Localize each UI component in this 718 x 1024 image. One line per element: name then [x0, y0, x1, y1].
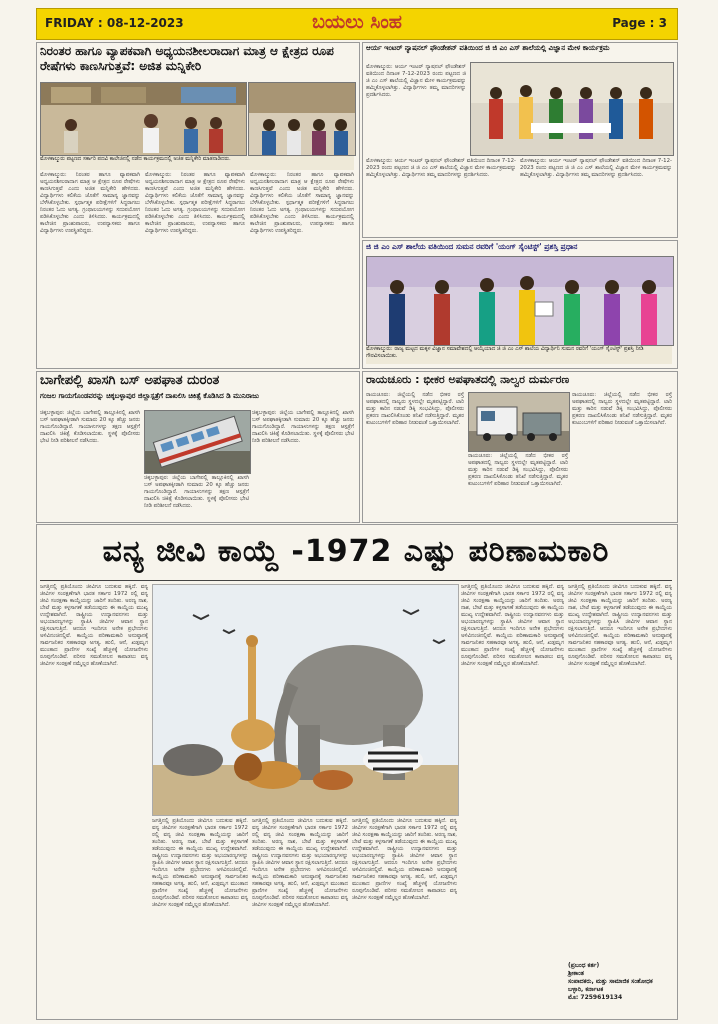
story4-body-col3: ಚಿಕ್ಕಬಳ್ಳಾಪುರ: ಜಿಲ್ಲೆಯ ಬಾಗೇಪಲ್ಲಿ ತಾಲ್ಲೂಕಿನಲ್ಲಿ ಖಾಸಗಿ ಬಸ್ ಅಪಘಾತಕ್ಕೀಡಾಗಿ ಸುಮಾರು 20 ಕ್ಕೂ ಹೆಚ್ಚು ಜನರು ಗಾಯಗೊಂಡಿದ್ದಾರೆ. ಗಾಯಾಳುಗಳನ್ನು ತಕ್ಷಣ ಆಸ್ಪತ್ರೆಗೆ ದಾಖಲಿಸಿ ಚಿಕಿತ್ಸೆ ಕೊಡಿಸಲಾಯಿತು. ಸ್ಥಳಕ್ಕೆ ಪೊಲೀಸರು ಭೇಟಿ ನೀಡಿ ಪರಿಶೀಲನೆ ನಡೆಸಿದರು.	[252, 410, 354, 444]
story4-subhead: ಗಂಜಲ ಗಾಯಗೊಂಡವರನ್ನು ಚಿಕ್ಕಬಳ್ಳಾಪುರ ಜಿಲ್ಲಾಸ್ಪತ್ರೆಗೆ ದಾಖಲಿಸಿ ಚಿಕಿತ್ಸೆ ಕೊಡಿಸಿದ ಡಿ ಮುನಿರಾಜು	[40, 392, 259, 400]
story2-headline: ಆರ್ಯ ಇಂಟರ್ ನ್ಯಾಷನಲ್ ಫೌಂಡೇಶನ್ ವತಿಯಿಂದ ಜಿ ಜಿ ಎಂ ಎಸ್ ಶಾಲೆಯಲ್ಲಿ ವಿಜ್ಞಾನ ಮೇಳ ಕಾರ್ಯಕ್ರಮ	[366, 44, 610, 52]
story3-caption: ಮೊಳಕಾಲ್ಮುರು: ರಾಜ್ಯ ಮಟ್ಟದ ಮಕ್ಕಳ ವಿಜ್ಞಾನ ಸಮಾವೇಶದಲ್ಲಿ ಆಯ್ಕೆಯಾದ ಜಿ ಜಿ ಎಂ ಎಸ್ ಶಾಲೆಯ ವಿದ್ಯಾರ್ಥಿನಿ ಸುಮನ ರವರಿಗೆ 'ಯಂಗ್ ಸೈಂಟಿಸ್ಟ್' ಪ್ರಶಸ್ತಿ ನೀಡಿ ಗೌರವಿಸಲಾಯಿತು.	[366, 346, 672, 364]
bus-accident-photo-icon	[145, 411, 250, 473]
story4-photo	[144, 410, 251, 474]
story3-headline: ಜಿ ಜಿ ಎಂ ಎಸ್ ಶಾಲೆಯ ವತಿಯಿಂದ ಸುಮನ ರವರಿಗೆ 'ಯಂಗ್ ಸೈಂಟಿಸ್ಟ್' ಪ್ರಶಸ್ತಿ ಪ್ರಧಾನ	[366, 242, 578, 251]
feature-body-col2: ಜಗತ್ತಿನಲ್ಲಿ ಪ್ರತಿಯೊಂದು ಜೀವಿಗೂ ಬದುಕುವ ಹಕ್ಕಿದೆ. ವನ್ಯ ಜೀವಿಗಳ ಸಂರಕ್ಷಣೆಗಾಗಿ ಭಾರತ ಸರ್ಕಾರ 1972 ರಲ್ಲಿ ವನ್ಯ ಜೀವಿ ಸಂರಕ್ಷಣಾ ಕಾಯ್ದೆಯನ್ನು ಜಾರಿಗೆ ತಂದಿತು. ಅರಣ್ಯ ನಾಶ, ಬೇಟೆ ಮತ್ತು ಕಳ್ಳಸಾಗಣೆ ತಡೆಯುವುದು ಈ ಕಾಯ್ದೆಯ ಮುಖ್ಯ ಉದ್ದೇಶವಾಗಿದೆ. ರಾಷ್ಟ್ರೀಯ ಉದ್ಯಾನವನಗಳು ಮತ್ತು ಅಭಯಾರಣ್ಯಗಳನ್ನು ಸ್ಥಾಪಿಸಿ ಜೀವಿಗಳ ಆವಾಸ ಸ್ಥಾನ ರಕ್ಷಿಸಲಾಗುತ್ತಿದೆ. ಆದರೂ ಇಂದಿಗೂ ಅನೇಕ ಪ್ರಭೇದಗಳು ಅಳಿವಿನಂಚಿನಲ್ಲಿವೆ. ಕಾಯ್ದೆಯ ಪರಿಣಾಮಕಾರಿ ಅನುಷ್ಠಾನಕ್ಕೆ ಸಾರ್ವಜನಿಕರ ಸಹಕಾರವೂ ಅಗತ್ಯ. ಹುಲಿ, ಆನೆ, ಖಡ್ಗಮೃಗ ಮುಂತಾದ ಪ್ರಾಣಿಗಳ ಸಂಖ್ಯೆ ಹೆಚ್ಚಳಕ್ಕೆ ಯೋಜನೆಗಳು ರೂಪುಗೊಂಡಿವೆ. ಪರಿಸರ ಸಮತೋಲನ ಕಾಪಾಡಲು ವನ್ಯ ಜೀವಿಗಳ ಸಂರಕ್ಷಣೆ ನಮ್ಮೆಲ್ಲರ ಹೊಣೆಯಾಗಿದೆ.	[152, 818, 248, 908]
story2-body-col2: ಮೊಳಕಾಲ್ಮುರು: ಆರ್ಯ ಇಂಟರ್ ನ್ಯಾಷನಲ್ ಫೌಂಡೇಶನ್ ವತಿಯಿಂದ ದಿನಾಂಕ 7-12-2023 ರಂದು ಪಟ್ಟಣದ ಜಿ ಜಿ ಎಂ ಎಸ್ ಶಾಲೆಯಲ್ಲಿ ವಿಜ್ಞಾನ ಮೇಳ ಕಾರ್ಯಕ್ರಮವನ್ನು ಹಮ್ಮಿಕೊಳ್ಳಲಾಗಿತ್ತು. ವಿದ್ಯಾರ್ಥಿಗಳು ತಮ್ಮ ಮಾದರಿಗಳನ್ನು ಪ್ರದರ್ಶಿಸಿದರು.	[366, 158, 516, 178]
wildlife-photo	[152, 584, 459, 816]
story1-caption: ಮೊಳಕಾಲ್ಮುರು ಪಟ್ಟಣದ ಸರ್ಕಾರಿ ಪದವಿ ಕಾಲೇಜಿನಲ್ಲಿ ನಡೆದ ಕಾರ್ಯಕ್ರಮದಲ್ಲಿ ಅಜಿತ ಮನ್ನಿಕೇರಿ ಮಾತನಾಡಿದರು.	[40, 156, 354, 170]
story1-body-col3: ಮೊಳಕಾಲ್ಮುರು: ನಿರಂತರ ಹಾಗೂ ವ್ಯಾಪಕವಾಗಿ ಅಧ್ಯಯನಶೀಲರಾದಾಗ ಮಾತ್ರ ಆ ಕ್ಷೇತ್ರದ ರೂಪ ರೇಷೆಗಳು ಕಾಣಸಿಗುತ್ತವೆ ಎಂದು ಅಜಿತ ಮನ್ನಿಕೇರಿ ಹೇಳಿದರು. ವಿದ್ಯಾರ್ಥಿಗಳು ಕಲಿಕೆಯ ಜೊತೆಗೆ ಸಾಮಾನ್ಯ ಜ್ಞಾನವನ್ನು ಬೆಳೆಸಿಕೊಳ್ಳಬೇಕು. ಸ್ಪರ್ಧಾತ್ಮಕ ಪರೀಕ್ಷೆಗಳಿಗೆ ಸಿದ್ಧರಾಗಲು ನಿರಂತರ ಓದು ಅಗತ್ಯ. ಗ್ರಂಥಾಲಯಗಳನ್ನು ಸದುಪಯೋಗ ಪಡಿಸಿಕೊಳ್ಳಬೇಕು ಎಂದು ತಿಳಿಸಿದರು. ಕಾರ್ಯಕ್ರಮದಲ್ಲಿ ಕಾಲೇಜಿನ ಪ್ರಾಂಶುಪಾಲರು, ಉಪನ್ಯಾಸಕರು ಹಾಗೂ ವಿದ್ಯಾರ್ಥಿಗಳು ಉಪಸ್ಥಿತರಿದ್ದರು.	[250, 172, 354, 234]
feature-divider	[40, 580, 672, 581]
author-block	[568, 962, 672, 1002]
feature-headline: ವನ್ಯ ಜೀವಿ ಕಾಯ್ದೆ -1972 ಎಷ್ಟು ಪರಿಣಾಮಕಾರಿ	[102, 534, 610, 569]
author-name: ಶ್ರೀಕಾಂತ	[568, 970, 584, 977]
story1-photo	[40, 82, 247, 156]
story4-body-col2: ಚಿಕ್ಕಬಳ್ಳಾಪುರ: ಜಿಲ್ಲೆಯ ಬಾಗೇಪಲ್ಲಿ ತಾಲ್ಲೂಕಿನಲ್ಲಿ ಖಾಸಗಿ ಬಸ್ ಅಪಘಾತಕ್ಕೀಡಾಗಿ ಸುಮಾರು 20 ಕ್ಕೂ ಹೆಚ್ಚು ಜನರು ಗಾಯಗೊಂಡಿದ್ದಾರೆ. ಗಾಯಾಳುಗಳನ್ನು ತಕ್ಷಣ ಆಸ್ಪತ್ರೆಗೆ ದಾಖಲಿಸಿ ಚಿಕಿತ್ಸೆ ಕೊಡಿಸಲಾಯಿತು. ಸ್ಥಳಕ್ಕೆ ಪೊಲೀಸರು ಭೇಟಿ ನೀಡಿ ಪರಿಶೀಲನೆ ನಡೆಸಿದರು.	[144, 475, 249, 509]
story4-headline: ಬಾಗೇಪಲ್ಲಿ ಖಾಸಗಿ ಬಸ್ ಅಪಘಾತ ದುರಂತ	[40, 373, 220, 388]
feature-body-col6: ಜಗತ್ತಿನಲ್ಲಿ ಪ್ರತಿಯೊಂದು ಜೀವಿಗೂ ಬದುಕುವ ಹಕ್ಕಿದೆ. ವನ್ಯ ಜೀವಿಗಳ ಸಂರಕ್ಷಣೆಗಾಗಿ ಭಾರತ ಸರ್ಕಾರ 1972 ರಲ್ಲಿ ವನ್ಯ ಜೀವಿ ಸಂರಕ್ಷಣಾ ಕಾಯ್ದೆಯನ್ನು ಜಾರಿಗೆ ತಂದಿತು. ಅರಣ್ಯ ನಾಶ, ಬೇಟೆ ಮತ್ತು ಕಳ್ಳಸಾಗಣೆ ತಡೆಯುವುದು ಈ ಕಾಯ್ದೆಯ ಮುಖ್ಯ ಉದ್ದೇಶವಾಗಿದೆ. ರಾಷ್ಟ್ರೀಯ ಉದ್ಯಾನವನಗಳು ಮತ್ತು ಅಭಯಾರಣ್ಯಗಳನ್ನು ಸ್ಥಾಪಿಸಿ ಜೀವಿಗಳ ಆವಾಸ ಸ್ಥಾನ ರಕ್ಷಿಸಲಾಗುತ್ತಿದೆ. ಆದರೂ ಇಂದಿಗೂ ಅನೇಕ ಪ್ರಭೇದಗಳು ಅಳಿವಿನಂಚಿನಲ್ಲಿವೆ. ಕಾಯ್ದೆಯ ಪರಿಣಾಮಕಾರಿ ಅನುಷ್ಠಾನಕ್ಕೆ ಸಾರ್ವಜನಿಕರ ಸಹಕಾರವೂ ಅಗತ್ಯ. ಹುಲಿ, ಆನೆ, ಖಡ್ಗಮೃಗ ಮುಂತಾದ ಪ್ರಾಣಿಗಳ ಸಂಖ್ಯೆ ಹೆಚ್ಚಳಕ್ಕೆ ಯೋಜನೆಗಳು ರೂಪುಗೊಂಡಿವೆ. ಪರಿಸರ ಸಮತೋಲನ ಕಾಪಾಡಲು ವನ್ಯ ಜೀವಿಗಳ ಸಂರಕ್ಷಣೆ ನಮ್ಮೆಲ್ಲರ ಹೊಣೆಯಾಗಿದೆ.	[568, 584, 672, 667]
story1-body-col1: ಮೊಳಕಾಲ್ಮುರು: ನಿರಂತರ ಹಾಗೂ ವ್ಯಾಪಕವಾಗಿ ಅಧ್ಯಯನಶೀಲರಾದಾಗ ಮಾತ್ರ ಆ ಕ್ಷೇತ್ರದ ರೂಪ ರೇಷೆಗಳು ಕಾಣಸಿಗುತ್ತವೆ ಎಂದು ಅಜಿತ ಮನ್ನಿಕೇರಿ ಹೇಳಿದರು. ವಿದ್ಯಾರ್ಥಿಗಳು ಕಲಿಕೆಯ ಜೊತೆಗೆ ಸಾಮಾನ್ಯ ಜ್ಞಾನವನ್ನು ಬೆಳೆಸಿಕೊಳ್ಳಬೇಕು. ಸ್ಪರ್ಧಾತ್ಮಕ ಪರೀಕ್ಷೆಗಳಿಗೆ ಸಿದ್ಧರಾಗಲು ನಿರಂತರ ಓದು ಅಗತ್ಯ. ಗ್ರಂಥಾಲಯಗಳನ್ನು ಸದುಪಯೋಗ ಪಡಿಸಿಕೊಳ್ಳಬೇಕು ಎಂದು ತಿಳಿಸಿದರು. ಕಾರ್ಯಕ್ರಮದಲ್ಲಿ ಕಾಲೇಜಿನ ಪ್ರಾಂಶುಪಾಲರು, ಉಪನ್ಯಾಸಕರು ಹಾಗೂ ವಿದ್ಯಾರ್ಥಿಗಳು ಉಪಸ್ಥಿತರಿದ್ದರು.	[40, 172, 140, 234]
issue-date: FRIDAY : 08-12-2023	[45, 16, 184, 30]
author-phone: ಮೊ: 7259619134	[568, 994, 623, 1001]
story2-photo	[470, 62, 674, 156]
story4-body-col1: ಚಿಕ್ಕಬಳ್ಳಾಪುರ: ಜಿಲ್ಲೆಯ ಬಾಗೇಪಲ್ಲಿ ತಾಲ್ಲೂಕಿನಲ್ಲಿ ಖಾಸಗಿ ಬಸ್ ಅಪಘಾತಕ್ಕೀಡಾಗಿ ಸುಮಾರು 20 ಕ್ಕೂ ಹೆಚ್ಚು ಜನರು ಗಾಯಗೊಂಡಿದ್ದಾರೆ. ಗಾಯಾಳುಗಳನ್ನು ತಕ್ಷಣ ಆಸ್ಪತ್ರೆಗೆ ದಾಖಲಿಸಿ ಚಿಕಿತ್ಸೆ ಕೊಡಿಸಲಾಯಿತು. ಸ್ಥಳಕ್ಕೆ ಪೊಲೀಸರು ಭೇಟಿ ನೀಡಿ ಪರಿಶೀಲನೆ ನಡೆಸಿದರು.	[40, 410, 140, 444]
newspaper-title: ಬಯಲು ಸಿಂಹ	[312, 11, 402, 33]
story5-photo	[468, 392, 570, 452]
story1-headline: ನಿರಂತರ ಹಾಗೂ ವ್ಯಾಪಕವಾಗಿ ಅಧ್ಯಯನಶೀಲರಾದಾಗ ಮಾತ್ರ ಆ ಕ್ಷೇತ್ರದ ರೂಪ ರೇಷೆಗಳು ಕಾಣಸಿಗುತ್ತವೆ: ಅಜಿತ ಮನ್ನಿಕೇರಿ	[40, 44, 334, 73]
wildlife-animals-icon	[153, 585, 458, 815]
story2-body: ಮೊಳಕಾಲ್ಮುರು: ಆರ್ಯ ಇಂಟರ್ ನ್ಯಾಷನಲ್ ಫೌಂಡೇಶನ್ ವತಿಯಿಂದ ದಿನಾಂಕ 7-12-2023 ರಂದು ಪಟ್ಟಣದ ಜಿ ಜಿ ಎಂ ಎಸ್ ಶಾಲೆಯಲ್ಲಿ ವಿಜ್ಞಾನ ಮೇಳ ಕಾರ್ಯಕ್ರಮವನ್ನು ಹಮ್ಮಿಕೊಳ್ಳಲಾಗಿತ್ತು. ವಿದ್ಯಾರ್ಥಿಗಳು ತಮ್ಮ ಮಾದರಿಗಳನ್ನು ಪ್ರದರ್ಶಿಸಿದರು.	[366, 64, 466, 98]
crash-photo-icon	[469, 393, 569, 451]
masthead	[36, 8, 678, 40]
feature-body-col3: ಜಗತ್ತಿನಲ್ಲಿ ಪ್ರತಿಯೊಂದು ಜೀವಿಗೂ ಬದುಕುವ ಹಕ್ಕಿದೆ. ವನ್ಯ ಜೀವಿಗಳ ಸಂರಕ್ಷಣೆಗಾಗಿ ಭಾರತ ಸರ್ಕಾರ 1972 ರಲ್ಲಿ ವನ್ಯ ಜೀವಿ ಸಂರಕ್ಷಣಾ ಕಾಯ್ದೆಯನ್ನು ಜಾರಿಗೆ ತಂದಿತು. ಅರಣ್ಯ ನಾಶ, ಬೇಟೆ ಮತ್ತು ಕಳ್ಳಸಾಗಣೆ ತಡೆಯುವುದು ಈ ಕಾಯ್ದೆಯ ಮುಖ್ಯ ಉದ್ದೇಶವಾಗಿದೆ. ರಾಷ್ಟ್ರೀಯ ಉದ್ಯಾನವನಗಳು ಮತ್ತು ಅಭಯಾರಣ್ಯಗಳನ್ನು ಸ್ಥಾಪಿಸಿ ಜೀವಿಗಳ ಆವಾಸ ಸ್ಥಾನ ರಕ್ಷಿಸಲಾಗುತ್ತಿದೆ. ಆದರೂ ಇಂದಿಗೂ ಅನೇಕ ಪ್ರಭೇದಗಳು ಅಳಿವಿನಂಚಿನಲ್ಲಿವೆ. ಕಾಯ್ದೆಯ ಪರಿಣಾಮಕಾರಿ ಅನುಷ್ಠಾನಕ್ಕೆ ಸಾರ್ವಜನಿಕರ ಸಹಕಾರವೂ ಅಗತ್ಯ. ಹುಲಿ, ಆನೆ, ಖಡ್ಗಮೃಗ ಮುಂತಾದ ಪ್ರಾಣಿಗಳ ಸಂಖ್ಯೆ ಹೆಚ್ಚಳಕ್ಕೆ ಯೋಜನೆಗಳು ರೂಪುಗೊಂಡಿವೆ. ಪರಿಸರ ಸಮತೋಲನ ಕಾಪಾಡಲು ವನ್ಯ ಜೀವಿಗಳ ಸಂರಕ್ಷಣೆ ನಮ್ಮೆಲ್ಲರ ಹೊಣೆಯಾಗಿದೆ.	[252, 818, 348, 908]
author-place: ಬಳ್ಳಾರಿ, ಕರ್ನಾಟಕ	[568, 986, 604, 993]
author-label: (ಪ್ರಬಂಧ ಕರ್ತ)	[568, 962, 600, 969]
story3-photo	[366, 256, 674, 346]
story5-body-col3: ರಾಯಚೂರು: ಜಿಲ್ಲೆಯಲ್ಲಿ ನಡೆದ ಭೀಕರ ರಸ್ತೆ ಅಪಘಾತದಲ್ಲಿ ನಾಲ್ವರು ಸ್ಥಳದಲ್ಲೇ ಮೃತಪಟ್ಟಿದ್ದಾರೆ. ಲಾರಿ ಮತ್ತು ಕಾರಿನ ನಡುವೆ ಡಿಕ್ಕಿ ಸಂಭವಿಸಿದ್ದು, ಪೊಲೀಸರು ಪ್ರಕರಣ ದಾಖಲಿಸಿಕೊಂಡು ತನಿಖೆ ನಡೆಸುತ್ತಿದ್ದಾರೆ. ಮೃತರ ಕುಟುಂಬಗಳಿಗೆ ಪರಿಹಾರ ನೀಡುವಂತೆ ಒತ್ತಾಯಿಸಲಾಗಿದೆ.	[572, 392, 672, 426]
story1-photo2	[248, 82, 356, 156]
award-photo-icon	[367, 257, 673, 345]
author-detail: ಸಂಪಾದಕರು, ಮತ್ತು ಸಾಮಾಜಿಕ ಸಂಶೋಧಕ	[568, 978, 653, 985]
story5-headline: ರಾಯಚೂರು : ಭೀಕರ ಅಪಘಾತದಲ್ಲಿ ನಾಲ್ವರ ದುರ್ಮರಣ	[366, 373, 570, 386]
feature-body-col4: ಜಗತ್ತಿನಲ್ಲಿ ಪ್ರತಿಯೊಂದು ಜೀವಿಗೂ ಬದುಕುವ ಹಕ್ಕಿದೆ. ವನ್ಯ ಜೀವಿಗಳ ಸಂರಕ್ಷಣೆಗಾಗಿ ಭಾರತ ಸರ್ಕಾರ 1972 ರಲ್ಲಿ ವನ್ಯ ಜೀವಿ ಸಂರಕ್ಷಣಾ ಕಾಯ್ದೆಯನ್ನು ಜಾರಿಗೆ ತಂದಿತು. ಅರಣ್ಯ ನಾಶ, ಬೇಟೆ ಮತ್ತು ಕಳ್ಳಸಾಗಣೆ ತಡೆಯುವುದು ಈ ಕಾಯ್ದೆಯ ಮುಖ್ಯ ಉದ್ದೇಶವಾಗಿದೆ. ರಾಷ್ಟ್ರೀಯ ಉದ್ಯಾನವನಗಳು ಮತ್ತು ಅಭಯಾರಣ್ಯಗಳನ್ನು ಸ್ಥಾಪಿಸಿ ಜೀವಿಗಳ ಆವಾಸ ಸ್ಥಾನ ರಕ್ಷಿಸಲಾಗುತ್ತಿದೆ. ಆದರೂ ಇಂದಿಗೂ ಅನೇಕ ಪ್ರಭೇದಗಳು ಅಳಿವಿನಂಚಿನಲ್ಲಿವೆ. ಕಾಯ್ದೆಯ ಪರಿಣಾಮಕಾರಿ ಅನುಷ್ಠಾನಕ್ಕೆ ಸಾರ್ವಜನಿಕರ ಸಹಕಾರವೂ ಅಗತ್ಯ. ಹುಲಿ, ಆನೆ, ಖಡ್ಗಮೃಗ ಮುಂತಾದ ಪ್ರಾಣಿಗಳ ಸಂಖ್ಯೆ ಹೆಚ್ಚಳಕ್ಕೆ ಯೋಜನೆಗಳು ರೂಪುಗೊಂಡಿವೆ. ಪರಿಸರ ಸಮತೋಲನ ಕಾಪಾಡಲು ವನ್ಯ ಜೀವಿಗಳ ಸಂರಕ್ಷಣೆ ನಮ್ಮೆಲ್ಲರ ಹೊಣೆಯಾಗಿದೆ.	[352, 818, 457, 901]
science-fair-photo-icon	[471, 63, 673, 155]
story5-body-col2: ರಾಯಚೂರು: ಜಿಲ್ಲೆಯಲ್ಲಿ ನಡೆದ ಭೀಕರ ರಸ್ತೆ ಅಪಘಾತದಲ್ಲಿ ನಾಲ್ವರು ಸ್ಥಳದಲ್ಲೇ ಮೃತಪಟ್ಟಿದ್ದಾರೆ. ಲಾರಿ ಮತ್ತು ಕಾರಿನ ನಡುವೆ ಡಿಕ್ಕಿ ಸಂಭವಿಸಿದ್ದು, ಪೊಲೀಸರು ಪ್ರಕರಣ ದಾಖಲಿಸಿಕೊಂಡು ತನಿಖೆ ನಡೆಸುತ್ತಿದ್ದಾರೆ. ಮೃತರ ಕುಟುಂಬಗಳಿಗೆ ಪರಿಹಾರ ನೀಡುವಂತೆ ಒತ್ತಾಯಿಸಲಾಗಿದೆ.	[468, 453, 568, 487]
story2-body-col3: ಮೊಳಕಾಲ್ಮುರು: ಆರ್ಯ ಇಂಟರ್ ನ್ಯಾಷನಲ್ ಫೌಂಡೇಶನ್ ವತಿಯಿಂದ ದಿನಾಂಕ 7-12-2023 ರಂದು ಪಟ್ಟಣದ ಜಿ ಜಿ ಎಂ ಎಸ್ ಶಾಲೆಯಲ್ಲಿ ವಿಜ್ಞಾನ ಮೇಳ ಕಾರ್ಯಕ್ರಮವನ್ನು ಹಮ್ಮಿಕೊಳ್ಳಲಾಗಿತ್ತು. ವಿದ್ಯಾರ್ಥಿಗಳು ತಮ್ಮ ಮಾದರಿಗಳನ್ನು ಪ್ರದರ್ಶಿಸಿದರು.	[520, 158, 672, 178]
feature-body-col1: ಜಗತ್ತಿನಲ್ಲಿ ಪ್ರತಿಯೊಂದು ಜೀವಿಗೂ ಬದುಕುವ ಹಕ್ಕಿದೆ. ವನ್ಯ ಜೀವಿಗಳ ಸಂರಕ್ಷಣೆಗಾಗಿ ಭಾರತ ಸರ್ಕಾರ 1972 ರಲ್ಲಿ ವನ್ಯ ಜೀವಿ ಸಂರಕ್ಷಣಾ ಕಾಯ್ದೆಯನ್ನು ಜಾರಿಗೆ ತಂದಿತು. ಅರಣ್ಯ ನಾಶ, ಬೇಟೆ ಮತ್ತು ಕಳ್ಳಸಾಗಣೆ ತಡೆಯುವುದು ಈ ಕಾಯ್ದೆಯ ಮುಖ್ಯ ಉದ್ದೇಶವಾಗಿದೆ. ರಾಷ್ಟ್ರೀಯ ಉದ್ಯಾನವನಗಳು ಮತ್ತು ಅಭಯಾರಣ್ಯಗಳನ್ನು ಸ್ಥಾಪಿಸಿ ಜೀವಿಗಳ ಆವಾಸ ಸ್ಥಾನ ರಕ್ಷಿಸಲಾಗುತ್ತಿದೆ. ಆದರೂ ಇಂದಿಗೂ ಅನೇಕ ಪ್ರಭೇದಗಳು ಅಳಿವಿನಂಚಿನಲ್ಲಿವೆ. ಕಾಯ್ದೆಯ ಪರಿಣಾಮಕಾರಿ ಅನುಷ್ಠಾನಕ್ಕೆ ಸಾರ್ವಜನಿಕರ ಸಹಕಾರವೂ ಅಗತ್ಯ. ಹುಲಿ, ಆನೆ, ಖಡ್ಗಮೃಗ ಮುಂತಾದ ಪ್ರಾಣಿಗಳ ಸಂಖ್ಯೆ ಹೆಚ್ಚಳಕ್ಕೆ ಯೋಜನೆಗಳು ರೂಪುಗೊಂಡಿವೆ. ಪರಿಸರ ಸಮತೋಲನ ಕಾಪಾಡಲು ವನ್ಯ ಜೀವಿಗಳ ಸಂರಕ್ಷಣೆ ನಮ್ಮೆಲ್ಲರ ಹೊಣೆಯಾಗಿದೆ.	[40, 584, 148, 667]
classroom-photo-icon	[41, 83, 246, 155]
story1-body-col2: ಮೊಳಕಾಲ್ಮುರು: ನಿರಂತರ ಹಾಗೂ ವ್ಯಾಪಕವಾಗಿ ಅಧ್ಯಯನಶೀಲರಾದಾಗ ಮಾತ್ರ ಆ ಕ್ಷೇತ್ರದ ರೂಪ ರೇಷೆಗಳು ಕಾಣಸಿಗುತ್ತವೆ ಎಂದು ಅಜಿತ ಮನ್ನಿಕೇರಿ ಹೇಳಿದರು. ವಿದ್ಯಾರ್ಥಿಗಳು ಕಲಿಕೆಯ ಜೊತೆಗೆ ಸಾಮಾನ್ಯ ಜ್ಞಾನವನ್ನು ಬೆಳೆಸಿಕೊಳ್ಳಬೇಕು. ಸ್ಪರ್ಧಾತ್ಮಕ ಪರೀಕ್ಷೆಗಳಿಗೆ ಸಿದ್ಧರಾಗಲು ನಿರಂತರ ಓದು ಅಗತ್ಯ. ಗ್ರಂಥಾಲಯಗಳನ್ನು ಸದುಪಯೋಗ ಪಡಿಸಿಕೊಳ್ಳಬೇಕು ಎಂದು ತಿಳಿಸಿದರು. ಕಾರ್ಯಕ್ರಮದಲ್ಲಿ ಕಾಲೇಜಿನ ಪ್ರಾಂಶುಪಾಲರು, ಉಪನ್ಯಾಸಕರು ಹಾಗೂ ವಿದ್ಯಾರ್ಥಿಗಳು ಉಪಸ್ಥಿತರಿದ್ದರು.	[145, 172, 245, 234]
page-number: Page : 3	[612, 16, 667, 30]
story5-body-col1: ರಾಯಚೂರು: ಜಿಲ್ಲೆಯಲ್ಲಿ ನಡೆದ ಭೀಕರ ರಸ್ತೆ ಅಪಘಾತದಲ್ಲಿ ನಾಲ್ವರು ಸ್ಥಳದಲ್ಲೇ ಮೃತಪಟ್ಟಿದ್ದಾರೆ. ಲಾರಿ ಮತ್ತು ಕಾರಿನ ನಡುವೆ ಡಿಕ್ಕಿ ಸಂಭವಿಸಿದ್ದು, ಪೊಲೀಸರು ಪ್ರಕರಣ ದಾಖಲಿಸಿಕೊಂಡು ತನಿಖೆ ನಡೆಸುತ್ತಿದ್ದಾರೆ. ಮೃತರ ಕುಟುಂಬಗಳಿಗೆ ಪರಿಹಾರ ನೀಡುವಂತೆ ಒತ್ತಾಯಿಸಲಾಗಿದೆ.	[366, 392, 464, 426]
students-photo-icon	[249, 83, 355, 155]
feature-body-col5: ಜಗತ್ತಿನಲ್ಲಿ ಪ್ರತಿಯೊಂದು ಜೀವಿಗೂ ಬದುಕುವ ಹಕ್ಕಿದೆ. ವನ್ಯ ಜೀವಿಗಳ ಸಂರಕ್ಷಣೆಗಾಗಿ ಭಾರತ ಸರ್ಕಾರ 1972 ರಲ್ಲಿ ವನ್ಯ ಜೀವಿ ಸಂರಕ್ಷಣಾ ಕಾಯ್ದೆಯನ್ನು ಜಾರಿಗೆ ತಂದಿತು. ಅರಣ್ಯ ನಾಶ, ಬೇಟೆ ಮತ್ತು ಕಳ್ಳಸಾಗಣೆ ತಡೆಯುವುದು ಈ ಕಾಯ್ದೆಯ ಮುಖ್ಯ ಉದ್ದೇಶವಾಗಿದೆ. ರಾಷ್ಟ್ರೀಯ ಉದ್ಯಾನವನಗಳು ಮತ್ತು ಅಭಯಾರಣ್ಯಗಳನ್ನು ಸ್ಥಾಪಿಸಿ ಜೀವಿಗಳ ಆವಾಸ ಸ್ಥಾನ ರಕ್ಷಿಸಲಾಗುತ್ತಿದೆ. ಆದರೂ ಇಂದಿಗೂ ಅನೇಕ ಪ್ರಭೇದಗಳು ಅಳಿವಿನಂಚಿನಲ್ಲಿವೆ. ಕಾಯ್ದೆಯ ಪರಿಣಾಮಕಾರಿ ಅನುಷ್ಠಾನಕ್ಕೆ ಸಾರ್ವಜನಿಕರ ಸಹಕಾರವೂ ಅಗತ್ಯ. ಹುಲಿ, ಆನೆ, ಖಡ್ಗಮೃಗ ಮುಂತಾದ ಪ್ರಾಣಿಗಳ ಸಂಖ್ಯೆ ಹೆಚ್ಚಳಕ್ಕೆ ಯೋಜನೆಗಳು ರೂಪುಗೊಂಡಿವೆ. ಪರಿಸರ ಸಮತೋಲನ ಕಾಪಾಡಲು ವನ್ಯ ಜೀವಿಗಳ ಸಂರಕ್ಷಣೆ ನಮ್ಮೆಲ್ಲರ ಹೊಣೆಯಾಗಿದೆ.	[461, 584, 564, 667]
